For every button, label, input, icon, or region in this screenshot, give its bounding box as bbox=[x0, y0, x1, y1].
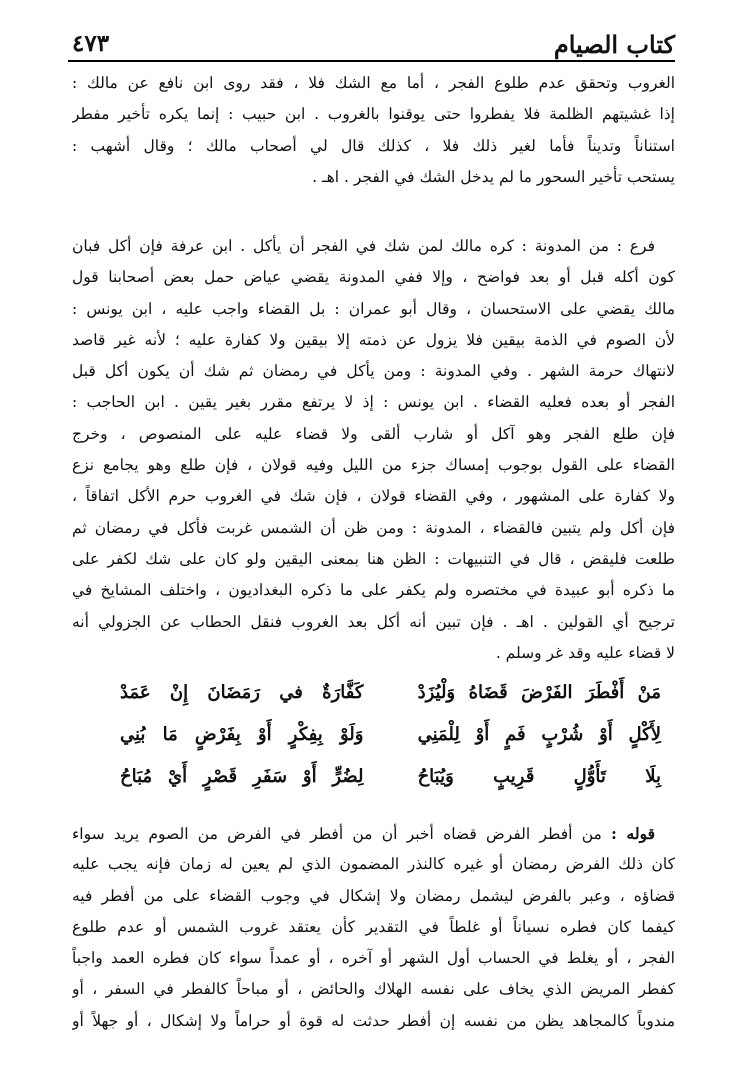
verse-first-hemistich: بِلَا تَأَوُّلٍ قَرِيبٍ وَيُبَاحُ bbox=[417, 766, 661, 787]
text-line: طلعت فليقض ، قال في التنبيهات : الظن هنا بمعنى اليقين ولو كان على شك لكفر على bbox=[72, 549, 675, 568]
paragraph-commentary bbox=[72, 818, 675, 1037]
lead-word: قوله : bbox=[611, 824, 655, 843]
text-line: مالك يقضي على الاستحسان ، وقال أبو عمران : بل القضاء واجب عليه ، ابن يونس : bbox=[72, 299, 675, 318]
text-line: ترجيح أي القولين . اهـ . فإن تبين أنه أكل بعد الغروب فنقل الحطاب عن الجزولي أنه bbox=[72, 612, 675, 631]
text-line: فإن طلع الفجر وهو آكل أو شارب ألقى ولا قضاء عليه على المنصوص ، وخرج bbox=[72, 424, 675, 443]
verse-row bbox=[120, 672, 661, 714]
text-line: كان ذلك الفرض رمضان أو غيره كالنذر المضمون الذي لم يعين له زمان فإنه يجب عليه bbox=[72, 855, 675, 874]
text-line: القضاء على القول بوجوب إمساك جزء من الليل وفيه قولان ، فإن طلع وهو يجامع نزع bbox=[72, 456, 675, 475]
text-line: كون أكله قبل أو بعد فواضح ، وإلا ففي المدونة يقضي عياض حمل بعض أصحابنا قول bbox=[72, 268, 675, 287]
text-line: الغروب وتحقق عدم طلوع الفجر ، أما مع الشك فلا ، فقد روى ابن نافع عن مالك : bbox=[72, 74, 675, 92]
text-line: ما ذكره أبو عبيدة في مختصره ولم يكفر على ما ذكره البغداديون ، واختلف المشايخ في bbox=[72, 581, 675, 600]
text-line: الفجر ، أو يغلط في الحساب أول الشهر أو آخره ، أو عمداً سواء كان فطره العمد واجباً bbox=[72, 949, 675, 968]
verse-second-hemistich: كَفَّارَةٌ في رَمَضَانَ إِنْ عَمَدْ bbox=[120, 682, 364, 703]
verse-first-hemistich: مَنْ أَفْطَرَ الفَرْضَ قَضَاهُ وَلْيُزَدْ bbox=[417, 682, 661, 703]
text-line: ولا كفارة على المشهور ، وفي القضاء قولان ، فإن شك في الغروب حرم الأكل اتفاقاً ، bbox=[72, 487, 675, 506]
text-line: كيفما كان فطره نسياناً أو غلطاً في التقدير كأن يعتقد غروب الشمس أو عدم طلوع bbox=[72, 917, 675, 936]
poem-verses bbox=[120, 672, 661, 798]
text-line: استناناً وتديناً فأما لغير ذلك فلا ، كذلك قال لي أصحاب مالك ؛ وقال أشهب : bbox=[72, 136, 675, 155]
text-line: مندوباً كالمجاهد يظن من نفسه إن أفطر حدثت له قوة أو حراماً ولا إشكال ، أو جهلاً أو bbox=[72, 1011, 675, 1030]
verse-second-hemistich: وَلَوْ بِفِكْرٍ أَوْ بِفَرْضٍ مَا بُنِي bbox=[120, 724, 364, 745]
text-line: الفجر أو بعده فعليه القضاء . ابن يونس : إذ لا يرتفع مقرر بغير يقين . ابن الحاجب : bbox=[72, 393, 675, 412]
text-line: كفطر المريض الذي يخاف على نفسه الهلاك والحائض ، أو مباحاً كالفطر في السفر ، أو bbox=[72, 980, 675, 999]
chapter-title: كتاب الصيام bbox=[553, 30, 675, 59]
verse-row bbox=[120, 756, 661, 798]
text-line: لا قضاء عليه وقد غر وسلم . bbox=[495, 643, 675, 662]
text-line: لانتهاك حرمة الشهر . وفي المدونة : ومن يأكل في رمضان ثم شك أن يكون أكل قبل bbox=[72, 362, 675, 381]
text-line: إذا غشيتهم الظلمة فلا يفطروا حتى يوقنوا بالغروب . ابن حبيب : إنما يكره تأخير مفطر bbox=[72, 105, 675, 124]
paragraph-2 bbox=[72, 231, 675, 669]
text-line: يستحب تأخير السحور ما لم يدخل الشك في الفجر . اهـ . bbox=[312, 167, 675, 186]
text-line: فرع : من المدونة : كره مالك لمن شك في الفجر أن يأكل . ابن عرفة فإن أكل فبان bbox=[72, 237, 655, 255]
text-segment: من أفطر الفرض قضاه أخبر أن من أفطر في الفرض من الصوم يريد سواء bbox=[72, 825, 602, 843]
page-number: ٤٧٣ bbox=[72, 30, 110, 57]
text-line: فإن أكل ولم يتبين فالقضاء ، المدونة : ومن ظن أن الشمس غربت فأكل في رمضان ثم bbox=[72, 518, 675, 537]
page-header bbox=[68, 30, 675, 62]
text-line: لأن الصوم في الذمة بيقين فلا يزول عن ذمته إلا بيقين ولا كفارة عليه ؛ لأنه غير قاصد bbox=[72, 330, 675, 349]
verse-row bbox=[120, 714, 661, 756]
verse-second-hemistich: لِضُرٍّ أَوْ سَفَرِ قَصْرٍ أَيْ مُبَاحُ bbox=[120, 766, 364, 787]
text-line: قضاؤه ، وعبر بالفرض ليشمل رمضان ولا إشكال في وجوب القضاء على من أفطر فيه bbox=[72, 886, 675, 905]
paragraph-1 bbox=[72, 68, 675, 193]
text-line bbox=[72, 818, 675, 849]
verse-first-hemistich: لِأَكْلٍ أَوْ شُرْبٍ فَمٍ أَوْ لِلْمَنِي bbox=[417, 724, 661, 745]
